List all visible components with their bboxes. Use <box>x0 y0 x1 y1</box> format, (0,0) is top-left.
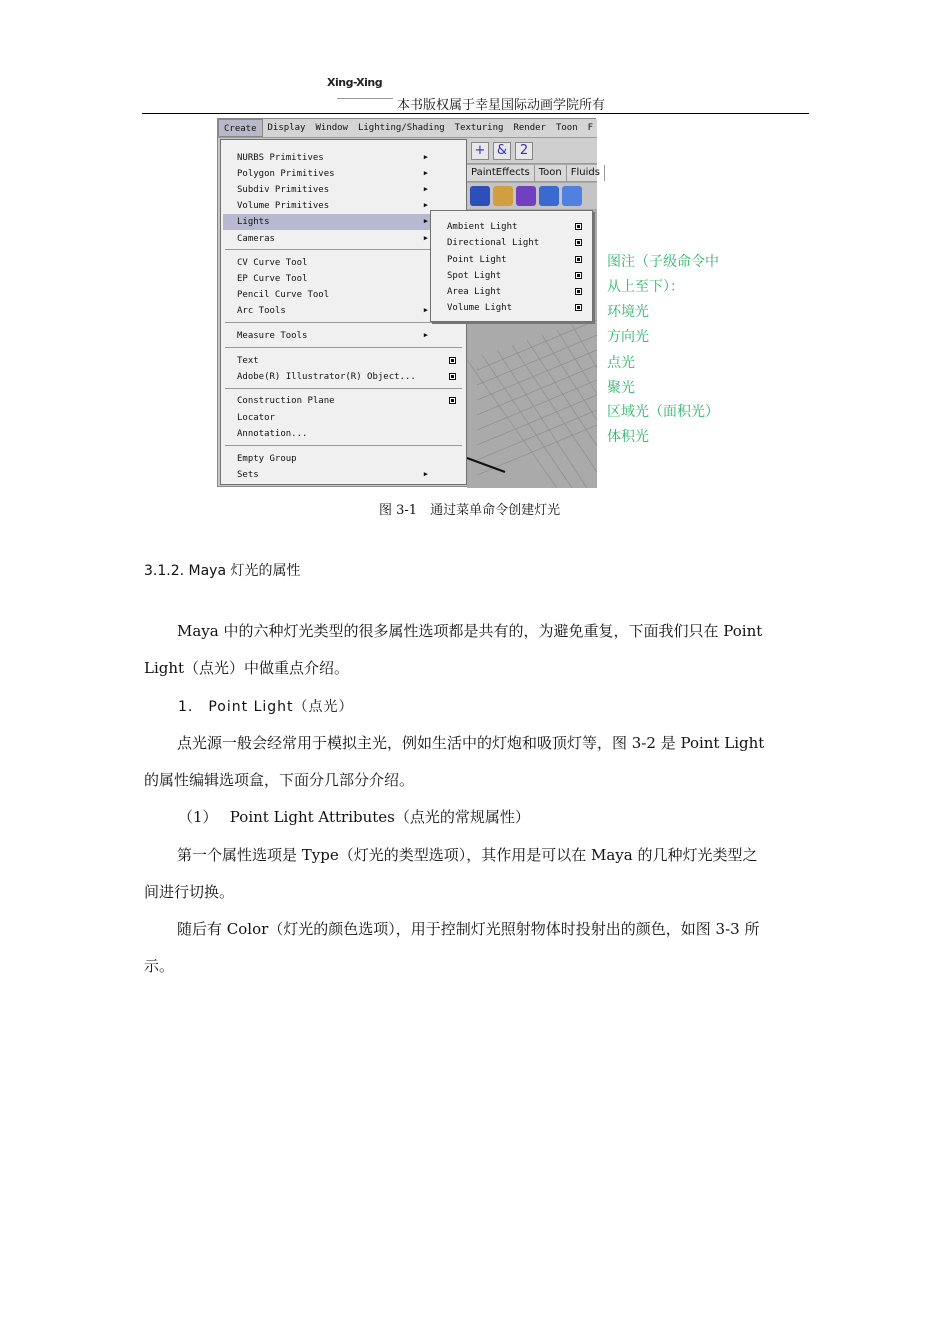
menu-separator <box>225 347 462 348</box>
menu-separator <box>225 445 462 446</box>
menu-separator <box>225 249 462 250</box>
chevron-right-icon: ▶ <box>423 306 428 314</box>
submenu-item-volume-light[interactable]: Volume Light <box>433 300 590 316</box>
menu-item-subdiv-primitives[interactable]: Subdiv Primitives ▶ <box>237 185 428 195</box>
logo-text: Xing-Xing <box>327 76 383 89</box>
section-heading: 3.1.2. Maya 灯光的属性 <box>144 563 301 579</box>
chevron-right-icon: ▶ <box>423 470 428 478</box>
paragraph-line: 第一个属性选项是 Type（灯光的类型选项），其作用是可以在 Maya 的几种灯光类型之 <box>177 846 758 864</box>
menu-separator <box>225 322 462 323</box>
chevron-right-icon: ▶ <box>423 234 428 242</box>
annotation-item: 环境光 <box>607 304 649 320</box>
menu-item-pencil-curve-tool[interactable]: Pencil Curve Tool <box>237 290 330 300</box>
maya-screenshot <box>217 118 600 487</box>
menu-item-cv-curve-tool[interactable]: CV Curve Tool <box>237 258 308 268</box>
curve-snap-icon[interactable]: 2 <box>515 142 533 160</box>
annotation-item: 聚光 <box>607 380 635 396</box>
shelf-icons <box>467 183 597 209</box>
lights-submenu <box>430 210 593 322</box>
menu-window[interactable]: Window <box>315 123 348 133</box>
menu-item-ep-curve-tool[interactable]: EP Curve Tool <box>237 274 308 284</box>
option-box-icon[interactable] <box>449 357 456 364</box>
menu-texturing[interactable]: Texturing <box>454 123 504 133</box>
logo-underline <box>337 98 393 99</box>
option-box-icon[interactable] <box>575 223 582 230</box>
menu-item-illustrator-object[interactable]: Adobe(R) Illustrator(R) Object... <box>223 369 464 385</box>
menu-item-sets[interactable]: Sets ▶ <box>237 470 428 480</box>
numbered-heading: （1） Point Light Attributes（点光的常规属性） <box>178 808 530 826</box>
paragraph-line: Maya 中的六种灯光类型的很多属性选项都是共有的，为避免重复，下面我们只在 Point <box>177 622 763 640</box>
option-box-icon[interactable] <box>575 256 582 263</box>
shelf-cube-icon[interactable] <box>516 186 536 206</box>
option-box-icon[interactable] <box>575 304 582 311</box>
copyright-note: 本书版权属于幸星国际动画学院所有 <box>397 98 606 113</box>
option-box-icon[interactable] <box>575 288 582 295</box>
annotation-item: 方向光 <box>607 329 649 345</box>
maya-menubar <box>218 119 597 138</box>
chevron-right-icon: ▶ <box>423 153 428 161</box>
paragraph-line: 点光源一般会经常用于模拟主光，例如生活中的灯炮和吸顶灯等，图 3-2 是 Point Light <box>177 734 765 752</box>
publisher-logo <box>327 70 397 104</box>
menu-toon[interactable]: Toon <box>555 123 578 133</box>
submenu-item-directional-light[interactable]: Directional Light <box>433 235 590 251</box>
submenu-item-spot-light[interactable]: Spot Light <box>433 268 590 284</box>
annotation-title-line2: 从上至下）： <box>607 279 684 295</box>
shelf-plane-icon[interactable] <box>562 186 582 206</box>
subsection-heading: 1. Point Light（点光） <box>178 699 354 715</box>
paragraph-line: Light（点光）中做重点介绍。 <box>144 659 350 677</box>
option-box-icon[interactable] <box>449 373 456 380</box>
menu-item-construction-plane[interactable]: Construction Plane <box>223 393 464 409</box>
menu-item-locator[interactable]: Locator <box>237 413 275 423</box>
figure-caption: 图 3-1 通过菜单命令创建灯光 <box>379 503 561 518</box>
menu-create[interactable]: Create <box>218 119 263 137</box>
chevron-right-icon: ▶ <box>423 169 428 177</box>
annotation-title-line1: 图注（子级命令中 <box>607 254 719 270</box>
menu-item-lights[interactable]: Lights ▶ <box>223 214 464 230</box>
snap-icon[interactable]: & <box>493 142 511 160</box>
menu-item-measure-tools[interactable]: Measure Tools ▶ <box>237 331 428 341</box>
header-rule <box>142 113 809 114</box>
tab-painteffects[interactable]: PaintEffects <box>467 165 535 181</box>
menu-item-annotation[interactable]: Annotation... <box>237 429 308 439</box>
menu-item-volume-primitives[interactable]: Volume Primitives ▶ <box>237 201 428 211</box>
paragraph-line: 示。 <box>144 957 175 975</box>
paragraph-line: 随后有 Color（灯光的颜色选项），用于控制灯光照射物体时投射出的颜色，如图 3-3 所 <box>177 920 760 938</box>
submenu-item-point-light[interactable]: Point Light <box>433 252 590 268</box>
status-toolbar <box>467 138 597 164</box>
paragraph-line: 间进行切换。 <box>144 883 235 901</box>
option-box-icon[interactable] <box>449 397 456 404</box>
chevron-right-icon: ▶ <box>423 217 428 225</box>
annotation-item: 体积光 <box>607 429 649 445</box>
chevron-right-icon: ▶ <box>423 331 428 339</box>
menu-display[interactable]: Display <box>267 123 306 133</box>
plus-icon[interactable]: + <box>471 142 489 160</box>
menu-item-text[interactable]: Text <box>223 353 464 369</box>
shelf-tabs <box>467 165 600 182</box>
option-box-icon[interactable] <box>575 239 582 246</box>
menu-item-arc-tools[interactable]: Arc Tools ▶ <box>237 306 428 316</box>
tab-fluids[interactable]: Fluids <box>567 165 605 181</box>
menu-item-polygon-primitives[interactable]: Polygon Primitives ▶ <box>237 169 428 179</box>
submenu-item-area-light[interactable]: Area Light <box>433 284 590 300</box>
paragraph-line: 的属性编辑选项盒，下面分几部分介绍。 <box>144 771 415 789</box>
menu-render[interactable]: Render <box>513 123 546 133</box>
shelf-light-icon[interactable] <box>493 186 513 206</box>
menu-lighting-shading[interactable]: Lighting/Shading <box>357 123 445 133</box>
chevron-right-icon: ▶ <box>423 185 428 193</box>
chevron-right-icon: ▶ <box>423 201 428 209</box>
annotation-item: 点光 <box>607 355 635 371</box>
shelf-cylinder-icon[interactable] <box>539 186 559 206</box>
annotation-item: 区域光（面积光） <box>607 404 719 420</box>
menu-item-empty-group[interactable]: Empty Group <box>237 454 297 464</box>
submenu-item-ambient-light[interactable]: Ambient Light <box>433 219 590 235</box>
menu-item-nurbs-primitives[interactable]: NURBS Primitives ▶ <box>237 153 428 163</box>
option-box-icon[interactable] <box>575 272 582 279</box>
menu-truncated[interactable]: F <box>587 123 594 133</box>
menu-separator <box>225 388 462 389</box>
shelf-sphere-icon[interactable] <box>470 186 490 206</box>
menu-item-cameras[interactable]: Cameras ▶ <box>237 234 428 244</box>
tab-toon[interactable]: Toon <box>535 165 567 181</box>
